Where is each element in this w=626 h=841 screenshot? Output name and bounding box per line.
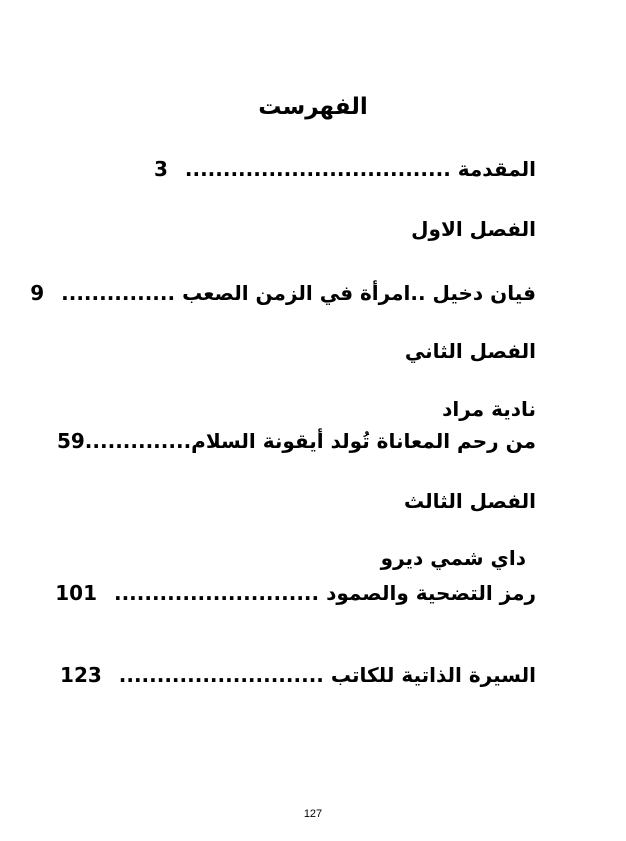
- toc-leader-dots: ...........................: [113, 581, 320, 605]
- toc-leader-dots: ...............: [61, 281, 176, 305]
- toc-entry-1: [30, 280, 536, 306]
- toc-entry-label: فيان دخيل ..امرأة في الزمن الصعب: [182, 281, 536, 305]
- toc-entry-label: من رحم المعاناة تُولد أيقونة السلام: [191, 429, 536, 453]
- toc-entry-3-name: داي شمي ديرو: [380, 546, 526, 570]
- chapter-heading-3: الفصل الثالث: [403, 489, 536, 513]
- page-title: الفهرست: [258, 94, 368, 120]
- toc-entry-label: المقدمة: [457, 157, 536, 181]
- toc-entry-3: [55, 580, 536, 606]
- toc-page-number: 3: [153, 157, 168, 181]
- toc-leader-dots: ...........................: [118, 663, 324, 687]
- toc-page-number: 9: [30, 281, 45, 305]
- toc-entry-4: [60, 662, 536, 688]
- toc-leader-dots: ..............: [84, 429, 192, 453]
- toc-entry-2-name: نادية مراد: [442, 397, 536, 421]
- chapter-heading-2: الفصل الثاني: [404, 339, 536, 363]
- toc-page-number: 101: [55, 581, 97, 605]
- toc-page-number: 123: [60, 663, 102, 687]
- chapter-heading-1: الفصل الاول: [411, 217, 536, 241]
- toc-entry-2: [57, 428, 536, 454]
- page-number-footer: 127: [303, 808, 323, 820]
- toc-leader-dots: ...................................: [184, 157, 451, 181]
- toc-page-number: 59: [56, 429, 85, 453]
- toc-entry-label: السيرة الذاتية للكاتب: [330, 663, 536, 687]
- toc-entry-intro: [154, 156, 536, 182]
- toc-entry-label: رمز التضحية والصمود: [326, 581, 536, 605]
